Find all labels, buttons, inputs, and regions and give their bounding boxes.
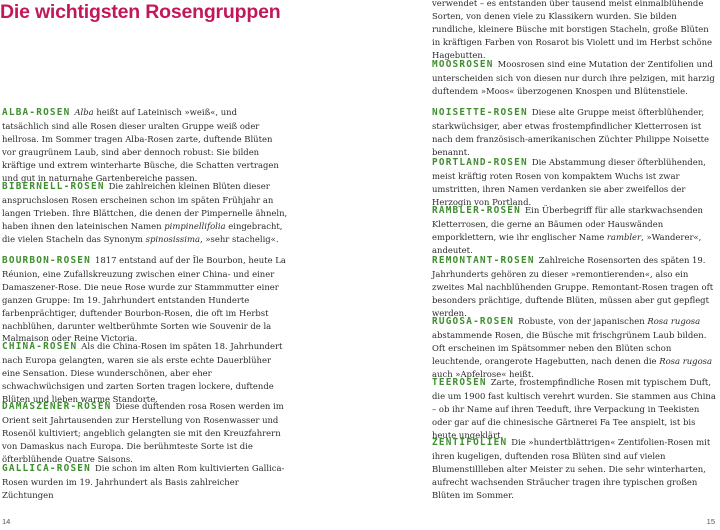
entry-heading: GALLICA-ROSEN [2,463,91,474]
entry-noisette-rosen: NOISETTE-ROSEN Diese alte Gruppe meist öfterblühender, starkwüchsiger, aber etwas frostempfindlicher Kletterrosen ist nach dem französisch-amerikanischen Züchter Philippe Noisette benannt. [432,107,710,157]
entry-heading: CHINA-ROSEN [2,341,78,352]
entry-teerosen: TEEROSEN Zarte, frostempfindliche Rosen mit typischem Duft, die um 1900 fast kultisch verehrt wurden. Sie stammen aus China – ob ihr Name auf ihren Teeduft, ihre Verpackung in Teekisten oder gar auf die chinesische Gärtnerei Fa Tee anspielt, ist bis heute ungeklärt. [432,377,716,440]
entry-moosrosen: MOOSROSEN Moosrosen sind eine Mutation der Zentifolien und unterscheiden sich von diesen nur durch ihre pelzigen, mit harzig duftendem »Moos« überzogenen Knospen und Blütenstiele. [432,59,715,96]
entry-alba-rosen: ALBA-ROSEN Alba heißt auf Lateinisch »weiß«, und tatsächlich sind alle Rosen dieser uralten Gruppe weiß oder hellrosa. Im Sommer tragen Alba-Rosen zarte, duftende Blüten vor graugrünem Laub, sind aber dennoch robust: Sie bilden kräftige und extrem winterharte Büsche, die Schatten vertragen und gut in naturnahe Gartenbereiche passen. [2,107,279,183]
entry-continuation: verwendet – es entstanden über tausend meist einmalblühende Sorten, von denen viele zu Klassikern wurden. Sie bilden rundliche, kleinere Büsche mit borstigen Stacheln, große Blüten in kräftigen Farben von Rosarot bis Violett und im Herbst schöne Hagebutten. [432,0,713,60]
entry-heading: PORTLAND-ROSEN [432,157,528,168]
entry-zentifolien: ZENTIFOLIEN Die »hundertblättrigen« Zentifolien-Rosen mit ihren kugeligen, duftenden rosa Blüten sind auf vielen Blumenstillleben alter Meister zu sehen. Die sehr winterharten, aufrecht wachsenden Sträucher tragen ihre typischen großen Blüten im Sommer. [432,437,711,500]
entry-heading: DAMASZENER-ROSEN [2,401,112,412]
entry-damaszener-rosen: DAMASZENER-ROSEN Diese duftenden rosa Rosen werden im Orient seit Jahrtausenden zur Herstellung von Rosenwasser und Rosenöl kultiviert; angeblich gelangten sie mit den Kreuzfahrern von Damaskus nach Europa. Die berühmteste Sorte ist die öfterblühende Quatre Saisons. [2,401,284,464]
entry-remontant-rosen: REMONTANT-ROSEN Zahlreiche Rosensorten des späten 19. Jahrhunderts gehören zu dieser »remontierenden«, also ein zweites Mal nachblühenden Gruppe. Remontant-Rosen tragen oft besonders prächtige, duftende Blüten, müssen aber gut gepflegt werden. [432,255,714,318]
entry-heading: BOURBON-ROSEN [2,255,91,266]
entry-rambler-rosen: RAMBLER-ROSEN Ein Überbegriff für alle starkwachsenden Kletterrosen, die gerne an Bäumen oder Hauswänden emporklettern, wie ihr englischer Name rambler, »Wanderer«, andeutet. [432,205,703,255]
entry-heading: NOISETTE-ROSEN [432,107,528,118]
entry-portland-rosen: PORTLAND-ROSEN Die Abstammung dieser öfterblühenden, meist kräftig roten Rosen von kompaktem Wuchs ist zwar umstritten, ihren Namen verdanken sie aber zweifellos der Herzogin von Portland. [432,157,706,207]
entry-heading: REMONTANT-ROSEN [432,255,535,266]
page-title: Die wichtigsten Rosengruppen [0,1,281,23]
entry-china-rosen: CHINA-ROSEN Als die China-Rosen im späten 18. Jahrhundert nach Europa gelangten, waren sie als erste echte Dauerblüher eine Sensation. Diese wunderschönen, aber eher schwachwüchsigen und zarten Sorten tragen lockere, duftende Blüten und lieben warme Standorte. [2,341,283,404]
page-number: 14 [2,517,11,526]
entry-heading: RAMBLER-ROSEN [432,205,521,216]
right-page [360,0,720,530]
entry-heading: ALBA-ROSEN [2,107,71,118]
entry-heading: BIBERNELL-ROSEN [2,181,105,192]
entry-bourbon-rosen: BOURBON-ROSEN 1817 entstand auf der Île Bourbon, heute La Réunion, eine Zufallskreuzung zwischen einer China- und einer Damaszener-Rose. Die neue Rose wurde zur Stammmutter einer ganzen Gruppe: Im 19. Jahrhundert entstanden Hunderte farbenprächtiger, duftender Bourbon-Rosen, die oft im Herbst nachblühen, darunter weltberühmte Sorten wie Souvenir de la Malmaison oder Reine Victoria. [2,255,286,344]
entry-heading: ZENTIFOLIEN [432,437,508,448]
page-number: 15 [706,517,715,526]
entry-bibernell-rosen: BIBERNELL-ROSEN Die zahlreichen kleinen Blüten dieser anspruchslosen Rosen erscheinen schon im späten Frühjahr an langen Trieben. Ihre Blättchen, die denen der Pimpernelle ähneln, haben ihnen den lateinischen Namen pimpinellifolia eingebracht, die vielen Stacheln das Synonym spinosissima, »sehr stachelig«. [2,181,288,244]
entry-heading: MOOSROSEN [432,59,494,70]
entry-heading: TEEROSEN [432,377,487,388]
entry-rugosa-rosen: RUGOSA-ROSEN Robuste, von der japanischen Rosa rugosa abstammende Rosen, die Büsche mit frischgrünem Laub bilden. Oft erscheinen im Spätsommer neben den Blüten schon leuchtende, orangerote Hagebutten, nach denen die Rosa rugosa auch »Apfelrose« heißt. [432,316,713,379]
entry-heading: RUGOSA-ROSEN [432,316,515,327]
entry-gallica-rosen: GALLICA-ROSEN Die schon im alten Rom kultivierten Gallica-Rosen wurden im 19. Jahrhundert als Basis zahlreicher Züchtungen [2,463,285,500]
